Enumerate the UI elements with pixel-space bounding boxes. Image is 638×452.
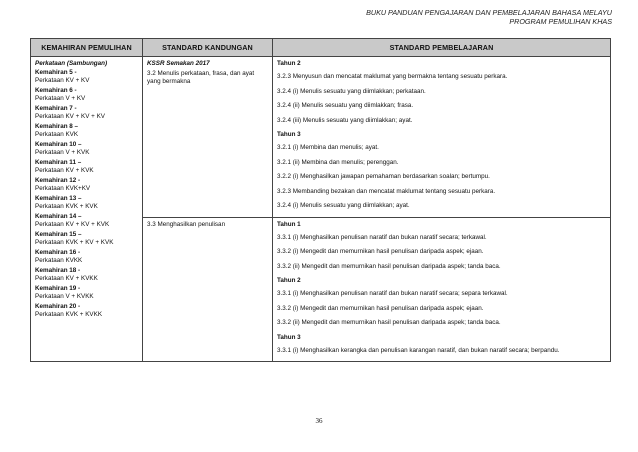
kemahiran-desc: Perkataan KVK + KVK [35, 203, 98, 210]
kemahiran-desc: Perkataan KVK + KVKK [35, 311, 103, 318]
list-item [35, 285, 138, 301]
list-item [35, 213, 138, 229]
header-line-1: BUKU PANDUAN PENGAJARAN DAN PEMBELAJARAN BAHASA MELAYU [366, 8, 612, 17]
kemahiran-subtitle: Perkataan (Sambungan) [35, 60, 108, 67]
header-kemahiran-pemulihan: KEMAHIRAN PEMULIHAN [31, 39, 143, 57]
kandungan-text-1: 3.2 Menulis perkataan, frasa, dan ayat yang bermakna [147, 70, 255, 85]
list-item: 3.3.1 (i) Menghasilkan penulisan naratif dan bukan naratif secara; separa terkawal. [277, 290, 508, 297]
list-item [35, 123, 138, 139]
kandungan-subtitle: KSSR Semakan 2017 [147, 60, 210, 67]
table-row [31, 57, 611, 218]
pembelajaran-cell-1 [273, 57, 611, 218]
list-item: 3.2.4 (iii) Menulis sesuatu yang diimlakkan; ayat. [277, 116, 413, 124]
kemahiran-desc: Perkataan KVK+KV [35, 185, 91, 192]
tahun-title: Tahun 2 [277, 277, 301, 284]
list-item: 3.2.4 (i) Menulis sesuatu yang diimlakkan; perkataan. [277, 87, 426, 95]
kemahiran-desc: Perkataan KV + KV [35, 77, 90, 84]
list-item: 3.3.1 (i) Menghasilkan penulisan naratif dan bukan naratif secara; terkawal. [277, 233, 487, 241]
kemahiran-desc: Perkataan KV + KVKK [35, 275, 98, 282]
pembelajaran-cell-2 [273, 217, 611, 362]
kemahiran-title: Kemahiran 19 - [35, 285, 81, 292]
pembelajaran-list [277, 290, 606, 327]
list-item: 3.2.2 (i) Menghasilkan jawapan pemahaman berdasarkan soalan; bertumpu. [277, 173, 490, 180]
kemahiran-desc: Perkataan KVKK [35, 257, 83, 264]
list-item: 3.2.3 Membanding bezakan dan mencatat maklumat tentang sesuatu perkara. [277, 187, 496, 195]
curriculum-table [30, 38, 611, 362]
pembelajaran-list [277, 234, 606, 271]
list-item [35, 87, 138, 103]
running-header [366, 8, 612, 26]
list-item: 3.2.1 (ii) Membina dan menulis; perenggan. [277, 158, 399, 166]
tahun-title: Tahun 2 [277, 60, 301, 67]
pembelajaran-list [277, 347, 606, 355]
kandungan-cell-2 [143, 217, 273, 362]
list-item: 3.3.2 (i) Mengedit dan memurnikan hasil penulisan daripada aspek; ejaan. [277, 248, 484, 255]
list-item: 3.3.2 (ii) Mengedit dan memurnikan hasil penulisan daripada aspek; tanda baca. [277, 262, 501, 270]
kemahiran-desc: Perkataan KVK [35, 131, 79, 138]
kemahiran-desc: Perkataan V + KV [35, 95, 86, 102]
list-item: 3.3.2 (i) Mengedit dan memurnikan hasil penulisan daripada aspek; ejaan. [277, 304, 484, 312]
list-item [35, 159, 138, 175]
list-item: 3.2.3 Menyusun dan mencatat maklumat yang bermakna tentang sesuatu perkara. [277, 73, 508, 80]
list-item [35, 141, 138, 157]
list-item: 3.2.1 (i) Membina dan menulis; ayat. [277, 144, 379, 151]
header-line-2: PROGRAM PEMULIHAN KHAS [509, 17, 612, 26]
kemahiran-list [35, 69, 138, 319]
tahun-title: Tahun 3 [277, 131, 301, 138]
kemahiran-title: Kemahiran 20 - [35, 303, 81, 310]
list-item: 3.3.2 (ii) Mengedit dan memurnikan hasil penulisan daripada aspek; tanda baca. [277, 319, 501, 326]
pembelajaran-list [277, 73, 606, 125]
kandungan-cell-1 [143, 57, 273, 218]
kemahiran-title: Kemahiran 10 – [35, 141, 82, 148]
kemahiran-title: Kemahiran 18 - [35, 267, 81, 274]
list-item [35, 249, 138, 265]
page-number: 36 [315, 417, 323, 425]
kemahiran-title: Kemahiran 11 – [35, 159, 82, 166]
kemahiran-title: Kemahiran 7 - [35, 105, 77, 112]
list-item: 3.2.4 (i) Menulis sesuatu yang diimlakkan; ayat. [277, 202, 410, 209]
list-item [35, 303, 138, 319]
list-item [35, 105, 138, 121]
list-item [35, 177, 138, 193]
kemahiran-cell [31, 57, 143, 362]
list-item: 3.3.1 (i) Menghasilkan kerangka dan penulisan karangan naratif, dan bukan naratif secara; berpandu. [277, 346, 560, 354]
list-item [35, 231, 138, 247]
kemahiran-title: Kemahiran 14 – [35, 213, 82, 220]
kemahiran-desc: Perkataan KV + KV + KV [35, 113, 106, 120]
header-standard-kandungan: STANDARD KANDUNGAN [143, 39, 273, 57]
kemahiran-title: Kemahiran 13 – [35, 195, 82, 202]
pembelajaran-list [277, 144, 606, 210]
list-item: 3.2.4 (ii) Menulis sesuatu yang diimlakkan; frasa. [277, 102, 414, 109]
list-item [35, 267, 138, 283]
kemahiran-title: Kemahiran 8 – [35, 123, 79, 130]
kemahiran-title: Kemahiran 12 - [35, 177, 81, 184]
kemahiran-desc: Perkataan V + KVKK [35, 293, 94, 300]
tahun-title: Tahun 1 [277, 220, 301, 228]
kemahiran-desc: Perkataan KV + KVK [35, 167, 94, 174]
kemahiran-title: Kemahiran 15 – [35, 231, 82, 238]
list-item [35, 69, 138, 85]
kemahiran-title: Kemahiran 5 - [35, 69, 77, 76]
tahun-title: Tahun 3 [277, 333, 301, 341]
kemahiran-title: Kemahiran 16 - [35, 249, 81, 256]
list-item [35, 195, 138, 211]
kemahiran-desc: Perkataan KV + KV + KVK [35, 221, 110, 228]
kandungan-text-2: 3.3 Menghasilkan penulisan [147, 220, 226, 228]
kemahiran-desc: Perkataan KVK + KV + KVK [35, 239, 114, 246]
header-standard-pembelajaran: STANDARD PEMBELAJARAN [273, 39, 611, 57]
kemahiran-desc: Perkataan V + KVK [35, 149, 90, 156]
table-header-row [31, 39, 611, 57]
kemahiran-title: Kemahiran 6 - [35, 87, 77, 94]
